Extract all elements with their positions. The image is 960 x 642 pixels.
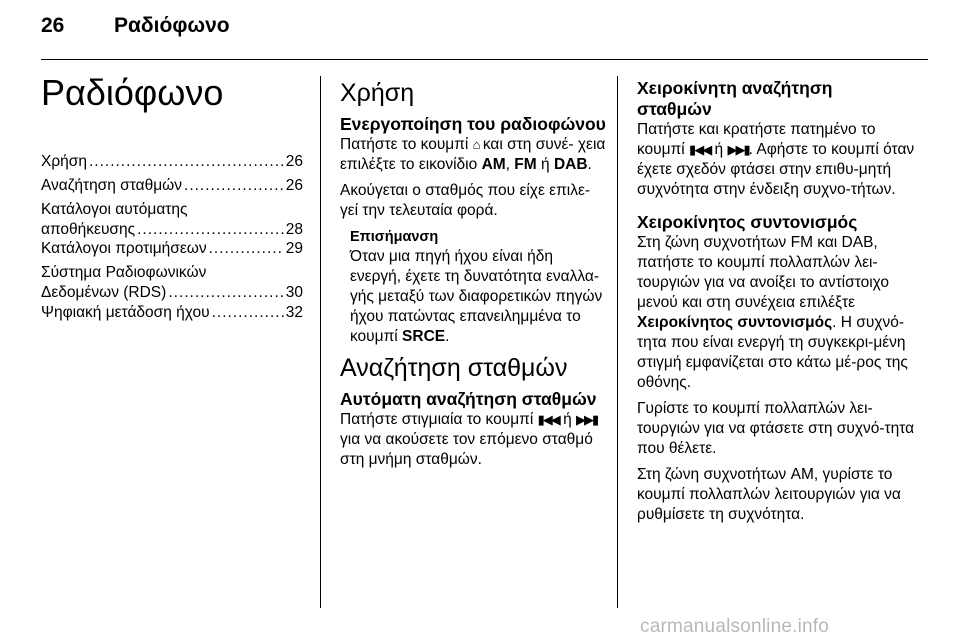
toc-label: Ψηφιακή μετάδοση ήχου xyxy=(41,304,210,321)
toc-page: 28 xyxy=(285,220,303,238)
subheading-manual-search: Χειροκίνητη αναζήτηση σταθμών xyxy=(637,78,833,119)
paragraph: Πατήστε και κρατήστε πατημένο το κουμπί ▮◀◀ ή ▶▶▮. Αφήστε το κουμπί όταν έχετε σχεδόν φτάσει στην επιθυ-μητή συχνότητα στην ένδειξη συχνο-τήτων. xyxy=(637,121,915,198)
toc-entry[interactable] xyxy=(41,303,303,323)
toc-page: 30 xyxy=(285,283,303,301)
paragraph: Στη ζώνη συχνοτήτων AM, γυρίστε το κουμπί πολλαπλών λειτουργιών για να ρυθμίσετε τη συχνότητα. xyxy=(637,466,901,523)
note-title: Επισήμανση xyxy=(350,229,439,245)
toc-page: 26 xyxy=(285,153,303,170)
column-divider xyxy=(320,76,321,608)
paragraph: Πατήστε στιγμιαία το κουμπί ▮◀◀ ή ▶▶▮ για να ακούσετε τον επόμενο σταθμό στη μνήμη σταθμών. xyxy=(340,411,598,468)
paragraph: Ακούγεται ο σταθμός που είχε επιλε-γεί την τελευταία φορά. xyxy=(340,182,591,219)
toc-label: Χρήση xyxy=(41,153,87,170)
skip-forward-icon: ▶▶▮ xyxy=(576,412,598,427)
skip-forward-icon: ▶▶▮ xyxy=(727,142,749,157)
toc-label: αποθήκευσης xyxy=(41,220,136,238)
subheading-activate: Ενεργοποίηση του ραδιοφώνου xyxy=(340,114,606,134)
toc-label: Αναζήτηση σταθμών xyxy=(41,177,183,194)
subheading-manual-tuning: Χειροκίνητος συντονισμός xyxy=(637,212,858,232)
toc-page: 29 xyxy=(285,240,303,257)
toc-entry[interactable] xyxy=(41,239,303,259)
toc-label: Σύστημα Ραδιοφωνικών xyxy=(41,264,207,281)
heading-use: Χρήση xyxy=(340,79,415,107)
toc-entry[interactable] xyxy=(41,176,303,196)
note-box xyxy=(340,227,608,347)
toc-label: Δεδομένων (RDS) xyxy=(41,283,167,301)
toc-page: 26 xyxy=(285,177,303,194)
toc-entry[interactable] xyxy=(41,263,303,302)
heading-search: Αναζήτηση σταθμών xyxy=(340,354,568,382)
column-divider xyxy=(617,76,618,608)
subheading-auto: Αυτόματη αναζήτηση σταθμών xyxy=(340,389,597,409)
toc-entry[interactable] xyxy=(41,200,303,239)
toc-label: Κατάλογοι αυτόματης xyxy=(41,201,188,218)
header-rule xyxy=(41,59,928,60)
note-text: Όταν μια πηγή ήχου είναι ήδη ενεργή, έχετε τη δυνατότητα εναλλα-γής μεταξύ των διαφορετικών πηγών ήχου πατώντας επανειλημμένα το κουμπί SRCE. xyxy=(350,248,603,345)
column-tuning xyxy=(637,78,927,531)
column-usage xyxy=(340,78,608,476)
paragraph: Στη ζώνη συχνοτήτων FM και DAB, πατήστε το κουμπί πολλαπλών λει-τουργιών για να ανοίξει το αντίστοιχο μενού και στη συνέχεια επιλέξτε Χειροκίνητος συντονισμός. Η συχνό-τητα που είναι ενεργή τη συγκεκρι-μένη στιγμή εμφανίζεται στο κάτω μέ-ρος της οθόνης. xyxy=(637,234,908,391)
page-number: 26 xyxy=(41,14,65,37)
watermark: carmanualsonline.info xyxy=(640,616,830,637)
skip-back-icon: ▮◀◀ xyxy=(537,412,559,427)
toc-page: 32 xyxy=(285,304,303,321)
running-header: Ραδιόφωνο xyxy=(114,14,230,37)
chapter-title: Ραδιόφωνο xyxy=(41,72,224,113)
skip-back-icon: ▮◀◀ xyxy=(689,142,711,157)
toc-label: Κατάλογοι προτιμήσεων xyxy=(41,240,207,257)
toc-entry[interactable] xyxy=(41,152,303,172)
paragraph: Πατήστε το κουμπί ⌂ και στη συνέ- χεια επιλέξτε το εικονίδιο AM, FM ή DAB. xyxy=(340,136,606,173)
paragraph: Γυρίστε το κουμπί πολλαπλών λει-τουργιών για να φτάσετε στη συχνό-τητα που θέλετε. xyxy=(637,400,915,457)
home-icon: ⌂ xyxy=(472,137,479,152)
